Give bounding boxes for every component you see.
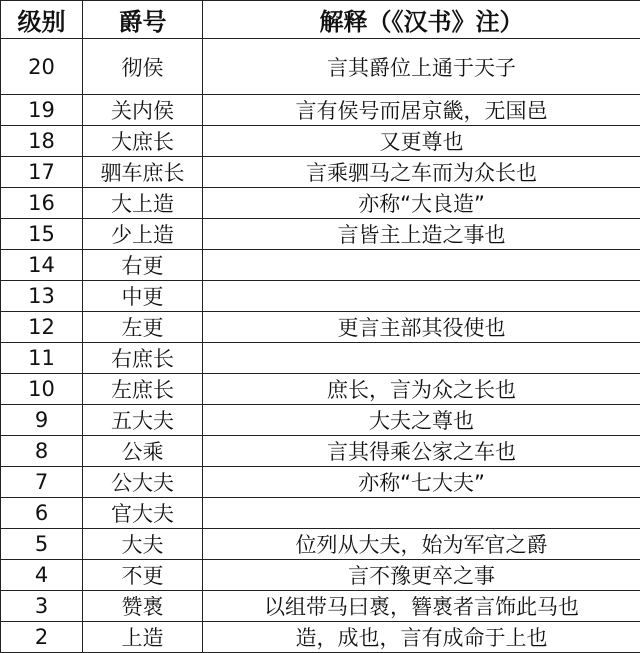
title-cell: 公大夫: [83, 467, 203, 498]
header-note: 解释（《汉书》注）: [203, 1, 640, 39]
title-cell: 公乘: [83, 436, 203, 467]
level-cell: 4: [1, 560, 83, 591]
title-cell: 大庶长: [83, 126, 203, 157]
level-cell: 16: [1, 188, 83, 219]
table-row: [1, 39, 640, 95]
level-cell: 5: [1, 529, 83, 560]
note-cell: 大夫之尊也: [203, 405, 640, 436]
note-cell: 以组带马曰褭，簪褭者言饰此马也: [203, 591, 640, 622]
table-row: [1, 560, 640, 591]
level-cell: 15: [1, 219, 83, 250]
note-cell: 言不豫更卒之事: [203, 560, 640, 591]
table-row: [1, 374, 640, 405]
note-cell: 言其得乘公家之车也: [203, 436, 640, 467]
note-cell: 又更尊也: [203, 126, 640, 157]
level-cell: 20: [1, 39, 83, 95]
level-cell: 6: [1, 498, 83, 529]
note-cell: 更言主部其役使也: [203, 312, 640, 343]
title-cell: 赞褭: [83, 591, 203, 622]
table-row: [1, 126, 640, 157]
table-row: [1, 405, 640, 436]
table-row: [1, 250, 640, 281]
level-cell: 7: [1, 467, 83, 498]
note-cell: 言其爵位上通于天子: [203, 39, 640, 95]
title-cell: 右庶长: [83, 343, 203, 374]
title-cell: 上造: [83, 622, 203, 653]
title-cell: 驷车庶长: [83, 157, 203, 188]
level-cell: 3: [1, 591, 83, 622]
table-row: [1, 498, 640, 529]
table-row: [1, 436, 640, 467]
table-row: [1, 343, 640, 374]
note-cell: 言乘驷马之车而为众长也: [203, 157, 640, 188]
table-row: [1, 281, 640, 312]
table-row: [1, 312, 640, 343]
title-cell: 官大夫: [83, 498, 203, 529]
title-cell: 左更: [83, 312, 203, 343]
title-cell: 大上造: [83, 188, 203, 219]
table-row: [1, 467, 640, 498]
note-cell: 造，成也，言有成命于上也: [203, 622, 640, 653]
level-cell: 17: [1, 157, 83, 188]
title-cell: 右更: [83, 250, 203, 281]
note-cell: 位列从大夫，始为军官之爵: [203, 529, 640, 560]
level-cell: 10: [1, 374, 83, 405]
level-cell: 8: [1, 436, 83, 467]
level-cell: 2: [1, 622, 83, 653]
table-row: [1, 591, 640, 622]
header-title: 爵号: [83, 1, 203, 39]
table-row: [1, 95, 640, 126]
title-cell: 左庶长: [83, 374, 203, 405]
title-cell: 中更: [83, 281, 203, 312]
title-cell: 彻侯: [83, 39, 203, 95]
table-row: [1, 188, 640, 219]
note-cell: 言皆主上造之事也: [203, 219, 640, 250]
title-cell: 关内侯: [83, 95, 203, 126]
header-level: 级别: [1, 1, 83, 39]
note-cell: [203, 281, 640, 312]
table-row: [1, 529, 640, 560]
level-cell: 9: [1, 405, 83, 436]
note-cell: [203, 250, 640, 281]
title-cell: 五大夫: [83, 405, 203, 436]
header-row: [1, 1, 640, 39]
level-cell: 18: [1, 126, 83, 157]
level-cell: 12: [1, 312, 83, 343]
note-cell: 言有侯号而居京畿，无国邑: [203, 95, 640, 126]
title-cell: 大夫: [83, 529, 203, 560]
level-cell: 11: [1, 343, 83, 374]
note-cell: 庶长，言为众之长也: [203, 374, 640, 405]
table-row: [1, 219, 640, 250]
level-cell: 19: [1, 95, 83, 126]
level-cell: 14: [1, 250, 83, 281]
table-row: [1, 157, 640, 188]
table-row: [1, 622, 640, 653]
note-cell: [203, 498, 640, 529]
table-body: [1, 39, 640, 653]
title-cell: 少上造: [83, 219, 203, 250]
title-cell: 不更: [83, 560, 203, 591]
note-cell: 亦称“大良造”: [203, 188, 640, 219]
note-cell: [203, 343, 640, 374]
note-cell: 亦称“七大夫”: [203, 467, 640, 498]
level-cell: 13: [1, 281, 83, 312]
